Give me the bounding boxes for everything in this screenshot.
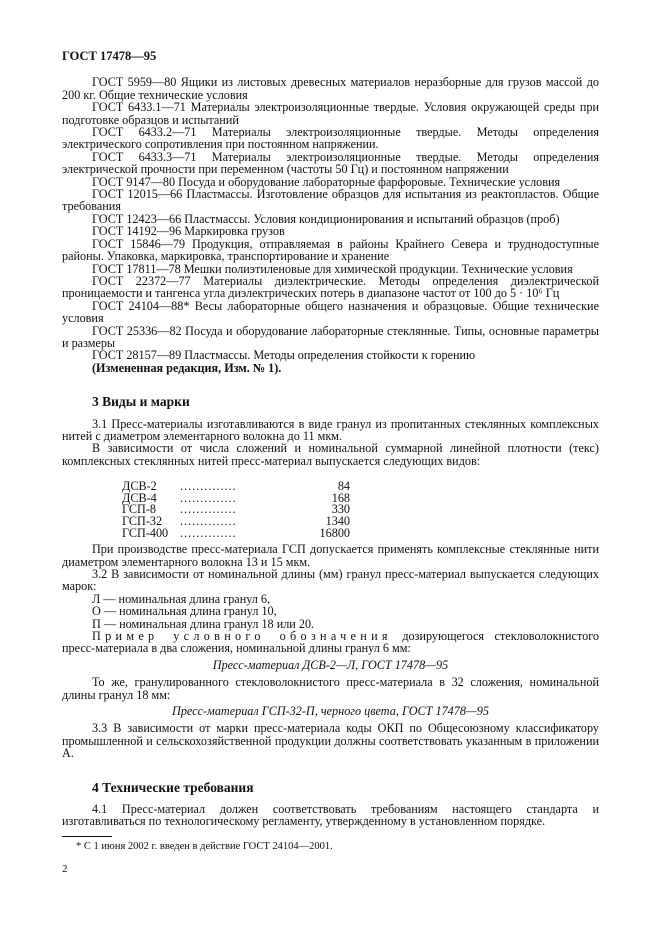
example-paragraph [62, 630, 599, 655]
reference-item: ГОСТ 6433.3—71 Материалы электроизоляционные твердые. Методы определения электрической прочности при переменном (частоты 50 Гц) и постоянном напряжении [62, 149, 599, 177]
type-value: 168 [331, 490, 350, 505]
page-number: 2 [62, 863, 68, 876]
reference-item: ГОСТ 17811—78 Мешки полиэтиленовые для химической продукции. Технические условия [92, 261, 573, 276]
type-value: 1340 [325, 513, 350, 528]
example-designation-1: Пресс-материал ДСВ-2—Л, ГОСТ 17478—95 [212, 657, 449, 672]
same-paragraph: То же, гранулированного стекловолокнистого пресс-материала в 32 сложения, номинальной длины гранул 18 мм: [62, 675, 599, 702]
types-table [122, 481, 599, 539]
clause-3-1: 3.1 Пресс-материалы изготавливаются в виде гранул из пропитанных стеклянных комплексных нитей с диаметром элементарного волокна до 11 мкм. [62, 416, 599, 443]
reference-item: ГОСТ 25336—82 Посуда и оборудование лабораторные стеклянные. Типы, основные параметры и размеры [62, 323, 599, 350]
reference-item: ГОСТ 12423—66 Пластмассы. Условия кондиционирования и испытаний образцов (проб) [92, 211, 560, 226]
reference-item: ГОСТ 15846—79 Продукция, отправляемая в районы Крайнего Севера и труднодоступные районы. Упаковка, маркировка, транспортирование и хранение [62, 236, 599, 264]
example-text: дозирующегося стекловолокнистого пресс-материала в два сложения, номинальной длины гранул 6 мм: [62, 629, 599, 656]
mark-item: Л — номинальная длина гранул 6, [92, 591, 271, 606]
leader-dots: .............. [180, 490, 237, 505]
type-value: 16800 [319, 525, 350, 540]
type-name: ГСП-32 [122, 513, 163, 528]
reference-item: ГОСТ 28157—89 Пластмассы. Методы определения стойкости к горению [92, 348, 476, 363]
leader-dots: .............. [180, 502, 237, 517]
type-name: ДСВ-2 [122, 479, 157, 494]
type-value: 330 [331, 502, 350, 517]
footnote-divider [62, 836, 112, 837]
example-designation-2: Пресс-материал ГСП-32-П, черного цвета, ГОСТ 17478—95 [172, 704, 489, 719]
mark-item: П — номинальная длина гранул 18 или 20. [92, 616, 315, 631]
reference-item: ГОСТ 6433.2—71 Материалы электроизоляционные твердые. Методы определения электрического сопротивления при постоянном напряжении. [62, 125, 599, 152]
clause-4-1: 4.1 Пресс-материал должен соответствовать требованиям настоящего стандарта и изготавливаться по технологическому регламенту, утвержденному в установленном порядке. [62, 802, 599, 829]
leader-dots: .............. [180, 479, 237, 494]
clause-3-1-b: В зависимости от числа сложений и номинальной суммарной линейной плотности (текс) комплексных стеклянных нитей пресс-материал выпускается следующих видов: [62, 441, 599, 468]
reference-item: ГОСТ 5959—80 Ящики из листовых древесных материалов неразборные для грузов массой до 200 кг. Общие технические условия [62, 75, 599, 102]
clause-3-3: 3.3 В зависимости от марки пресс-материала коды ОКП по Общесоюзному классификатору промышленной и сельскохозяйственной продукции должны соответствовать указанным в приложении А. [62, 721, 599, 761]
type-value: 84 [337, 479, 350, 494]
mark-item: О — номинальная длина гранул 10, [92, 604, 277, 619]
leader-dots: .............. [180, 513, 237, 528]
reference-item: ГОСТ 6433.1—71 Материалы электроизоляционные твердые. Условия окружающей среды при подготовке образцов и испытаний [62, 100, 599, 127]
leader-dots: .............. [180, 525, 237, 540]
reference-item: ГОСТ 12015—66 Пластмассы. Изготовление образцов для испытания из реактопластов. Общие требования [62, 187, 599, 214]
reference-item: ГОСТ 9147—80 Посуда и оборудование лабораторные фарфоровые. Технические условия [92, 174, 561, 189]
footnote: * С 1 июня 2002 г. введен в действие ГОСТ 24104—2001. [76, 840, 333, 852]
clause-3-2: 3.2 В зависимости от номинальной длины (мм) гранул пресс-материал выпускается следующих марок: [62, 566, 599, 594]
section-3-heading: 3 Виды и марки [92, 394, 190, 410]
reference-item: ГОСТ 24104—88* Весы лабораторные общего назначения и образцовые. Общие технические условия [62, 298, 599, 326]
type-name: ГСП-8 [122, 502, 156, 517]
document-page [62, 50, 599, 876]
example-label: Пример условного обозначения [92, 629, 392, 643]
section-4-heading: 4 Технические требования [92, 779, 254, 795]
clause-3-1-c: При производстве пресс-материала ГСП допускается применять комплексные стеклянные нити диаметром элементарного волокна 13 и 15 мкм. [62, 542, 599, 569]
type-name: ГСП-400 [122, 525, 169, 540]
reference-item: ГОСТ 14192—96 Маркировка грузов [92, 224, 285, 239]
type-row [122, 525, 599, 540]
reference-item: ГОСТ 22372—77 Материалы диэлектрические. Методы определения диэлектрической проницаемости и тангенса угла диэлектрических потерь в диапазоне частот от 100 до 5 · 10⁶ Гц [62, 273, 599, 301]
running-header: ГОСТ 17478—95 [62, 49, 157, 63]
amendment-note: (Измененная редакция, Изм. № 1). [92, 360, 282, 375]
normative-references [62, 76, 599, 361]
type-name: ДСВ-4 [122, 490, 157, 505]
